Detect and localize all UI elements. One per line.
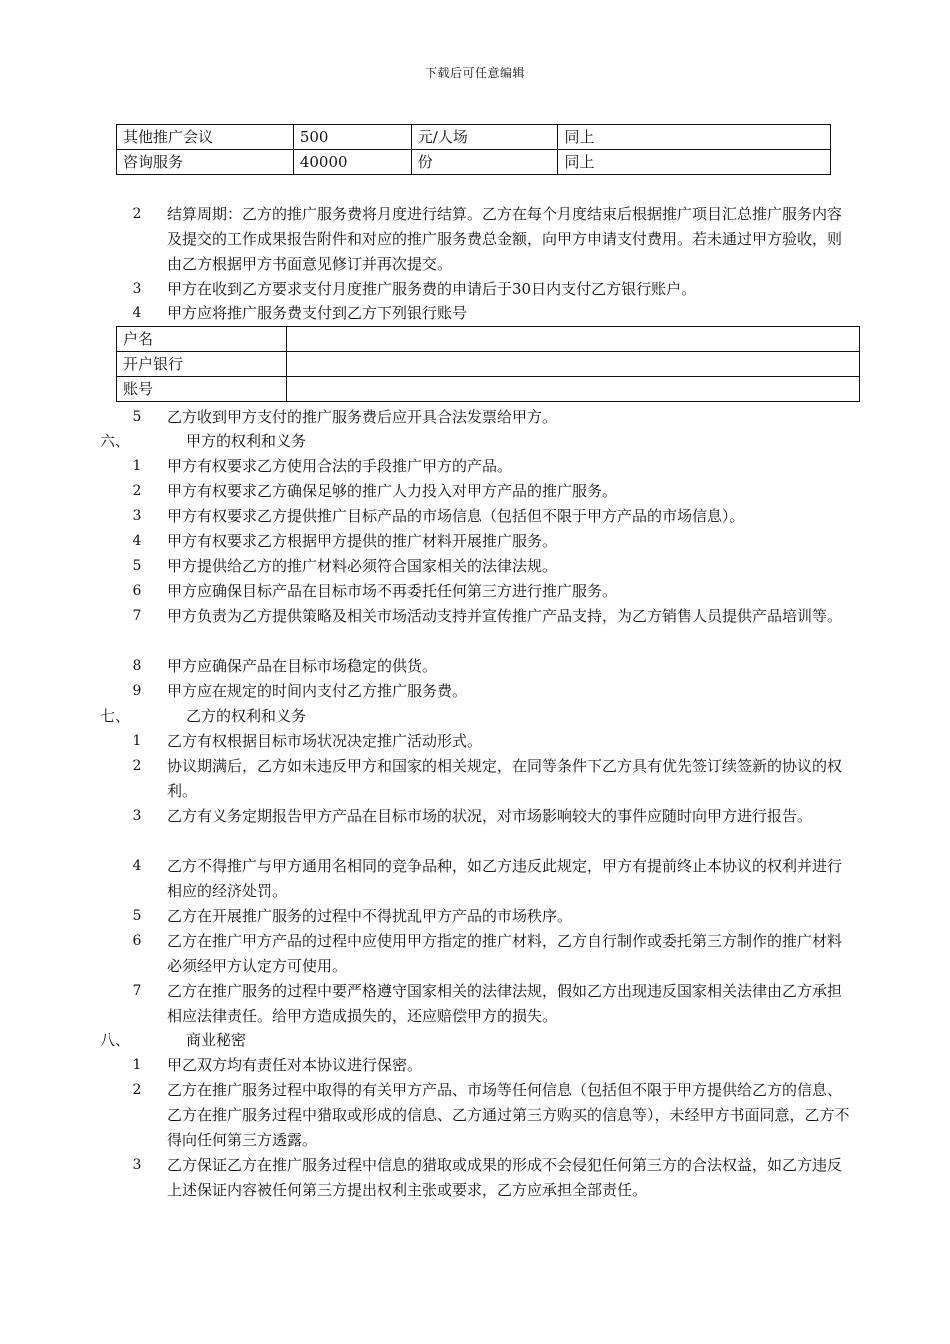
item-number: 4 xyxy=(132,858,142,874)
list-item xyxy=(130,854,852,904)
item-number: 2 xyxy=(132,206,142,222)
item-number: 6 xyxy=(132,583,142,599)
list-item xyxy=(130,1078,852,1153)
list-item xyxy=(130,979,852,1029)
list-item xyxy=(130,1053,852,1078)
table-cell: 同上 xyxy=(558,150,831,175)
table-cell: 份 xyxy=(411,150,558,175)
item-text: 甲方应将推广服务费支付到乙方下列银行账号 xyxy=(167,304,468,322)
table-cell: 500 xyxy=(293,125,411,150)
list-item xyxy=(130,202,852,277)
section-number: 八、 xyxy=(100,1031,131,1049)
item-text: 乙方收到甲方支付的推广服务费后应开具合法发票给甲方。 xyxy=(167,408,558,426)
bank-account-table xyxy=(116,326,860,402)
item-text: 乙方保证乙方在推广服务过程中信息的猎取或成果的形成不会侵犯任何第三方的合法权益，如乙方违反上述保证内容被任何第三方提出权利主张或要求，乙方应承担全部责任。 xyxy=(167,1156,843,1199)
section-title: 商业秘密 xyxy=(186,1031,247,1049)
list-item xyxy=(130,529,852,554)
item-number: 7 xyxy=(132,608,142,624)
item-text: 甲方负责为乙方提供策略及相关市场活动支持并宣传推广产品支持，为乙方销售人员提供产品培训等。 xyxy=(167,607,843,625)
page-header: 下载后可任意编辑 xyxy=(424,66,525,80)
section-heading xyxy=(100,429,306,454)
list-item xyxy=(130,554,852,579)
section-heading xyxy=(100,704,306,729)
item-text: 甲方应确保目标产品在目标市场不再委托任何第三方进行推广服务。 xyxy=(167,582,618,600)
item-number: 6 xyxy=(132,933,142,949)
bank-label: 开户银行 xyxy=(117,352,287,377)
table-row xyxy=(117,125,831,150)
fee-table xyxy=(116,124,831,175)
list-item xyxy=(130,479,852,504)
item-number: 8 xyxy=(132,658,142,674)
item-text: 甲方应确保产品在目标市场稳定的供货。 xyxy=(167,657,438,675)
section-number: 六、 xyxy=(100,432,131,450)
section-title: 乙方的权利和义务 xyxy=(186,707,307,725)
item-number: 3 xyxy=(132,1157,142,1173)
list-item xyxy=(130,1153,852,1203)
table-row xyxy=(117,150,831,175)
bank-value xyxy=(286,352,859,377)
item-number: 1 xyxy=(132,458,142,474)
table-row xyxy=(117,327,860,352)
item-text: 乙方有义务定期报告甲方产品在目标市场的状况，对市场影响较大的事件应随时向甲方进行报告。 xyxy=(167,807,813,825)
item-number: 4 xyxy=(132,533,142,549)
table-cell: 其他推广会议 xyxy=(117,125,294,150)
list-item xyxy=(130,301,852,326)
list-item xyxy=(130,804,852,829)
item-number: 2 xyxy=(132,1082,142,1098)
list-item xyxy=(130,405,852,430)
list-item xyxy=(130,904,852,929)
section-heading xyxy=(100,1028,246,1053)
item-number: 5 xyxy=(132,908,142,924)
item-text: 乙方在推广服务过程中取得的有关甲方产品、市场等任何信息（包括但不限于甲方提供给乙方的信息、乙方在推广服务过程中猎取或形成的信息、乙方通过第三方购买的信息等），未经甲方书面同意，乙方不得向任何第三方透露。 xyxy=(167,1081,850,1149)
item-text: 甲乙双方均有责任对本协议进行保密。 xyxy=(167,1056,423,1074)
item-number: 3 xyxy=(132,281,142,297)
section-number: 七、 xyxy=(100,707,131,725)
bank-value xyxy=(286,327,859,352)
item-text: 乙方在开展推广服务的过程中不得扰乱甲方产品的市场秩序。 xyxy=(167,907,573,925)
item-number: 1 xyxy=(132,733,142,749)
list-item xyxy=(130,679,852,704)
table-row xyxy=(117,352,860,377)
item-number: 3 xyxy=(132,808,142,824)
item-text: 甲方有权要求乙方使用合法的手段推广甲方的产品。 xyxy=(167,457,513,475)
list-item xyxy=(130,579,852,604)
item-text: 结算周期：乙方的推广服务费将月度进行结算。乙方在每个月度结束后根据推广项目汇总推广服务内容及提交的工作成果报告附件和对应的推广服务费总金额，向甲方申请支付费用。若未通过甲方验收，则由乙方根据甲方书面意见修订并再次提交。 xyxy=(167,205,843,273)
item-text: 乙方在推广服务的过程中要严格遵守国家相关的法律法规，假如乙方出现违反国家相关法律由乙方承担相应法律责任。给甲方造成损失的，还应赔偿甲方的损失。 xyxy=(167,982,843,1025)
item-text: 乙方在推广甲方产品的过程中应使用甲方指定的推广材料，乙方自行制作或委托第三方制作的推广材料必须经甲方认定方可使用。 xyxy=(167,932,843,975)
item-text: 协议期满后，乙方如未违反甲方和国家的相关规定，在同等条件下乙方具有优先签订续签新的协议的权利。 xyxy=(167,757,843,800)
list-item xyxy=(130,277,852,302)
list-item xyxy=(130,654,852,679)
table-cell: 40000 xyxy=(293,150,411,175)
item-text: 甲方应在规定的时间内支付乙方推广服务费。 xyxy=(167,682,468,700)
bank-label: 户名 xyxy=(117,327,287,352)
item-number: 4 xyxy=(132,305,142,321)
item-number: 3 xyxy=(132,508,142,524)
table-cell: 同上 xyxy=(558,125,831,150)
item-number: 5 xyxy=(132,558,142,574)
bank-value xyxy=(286,377,859,402)
item-number: 2 xyxy=(132,483,142,499)
list-item xyxy=(130,604,852,629)
list-item xyxy=(130,929,852,979)
item-text: 甲方提供给乙方的推广材料必须符合国家相关的法律法规。 xyxy=(167,557,558,575)
section-title: 甲方的权利和义务 xyxy=(186,432,307,450)
list-item xyxy=(130,729,852,754)
item-number: 2 xyxy=(132,758,142,774)
item-text: 甲方有权要求乙方确保足够的推广人力投入对甲方产品的推广服务。 xyxy=(167,482,618,500)
item-text: 甲方在收到乙方要求支付月度推广服务费的申请后于30日内支付乙方银行账户。 xyxy=(167,280,697,298)
table-cell: 咨询服务 xyxy=(117,150,294,175)
item-number: 5 xyxy=(132,409,142,425)
list-item xyxy=(130,754,852,804)
item-number: 1 xyxy=(132,1057,142,1073)
item-number: 9 xyxy=(132,683,142,699)
bank-label: 账号 xyxy=(117,377,287,402)
item-number: 7 xyxy=(132,983,142,999)
item-text: 甲方有权要求乙方提供推广目标产品的市场信息（包括但不限于甲方产品的市场信息）。 xyxy=(167,507,745,525)
list-item xyxy=(130,454,852,479)
item-text: 乙方不得推广与甲方通用名相同的竞争品种，如乙方违反此规定，甲方有提前终止本协议的权利并进行相应的经济处罚。 xyxy=(167,857,843,900)
table-cell: 元/人场 xyxy=(411,125,558,150)
item-text: 乙方有权根据目标市场状况决定推广活动形式。 xyxy=(167,732,483,750)
list-item xyxy=(130,504,852,529)
table-row xyxy=(117,377,860,402)
item-text: 甲方有权要求乙方根据甲方提供的推广材料开展推广服务。 xyxy=(167,532,558,550)
